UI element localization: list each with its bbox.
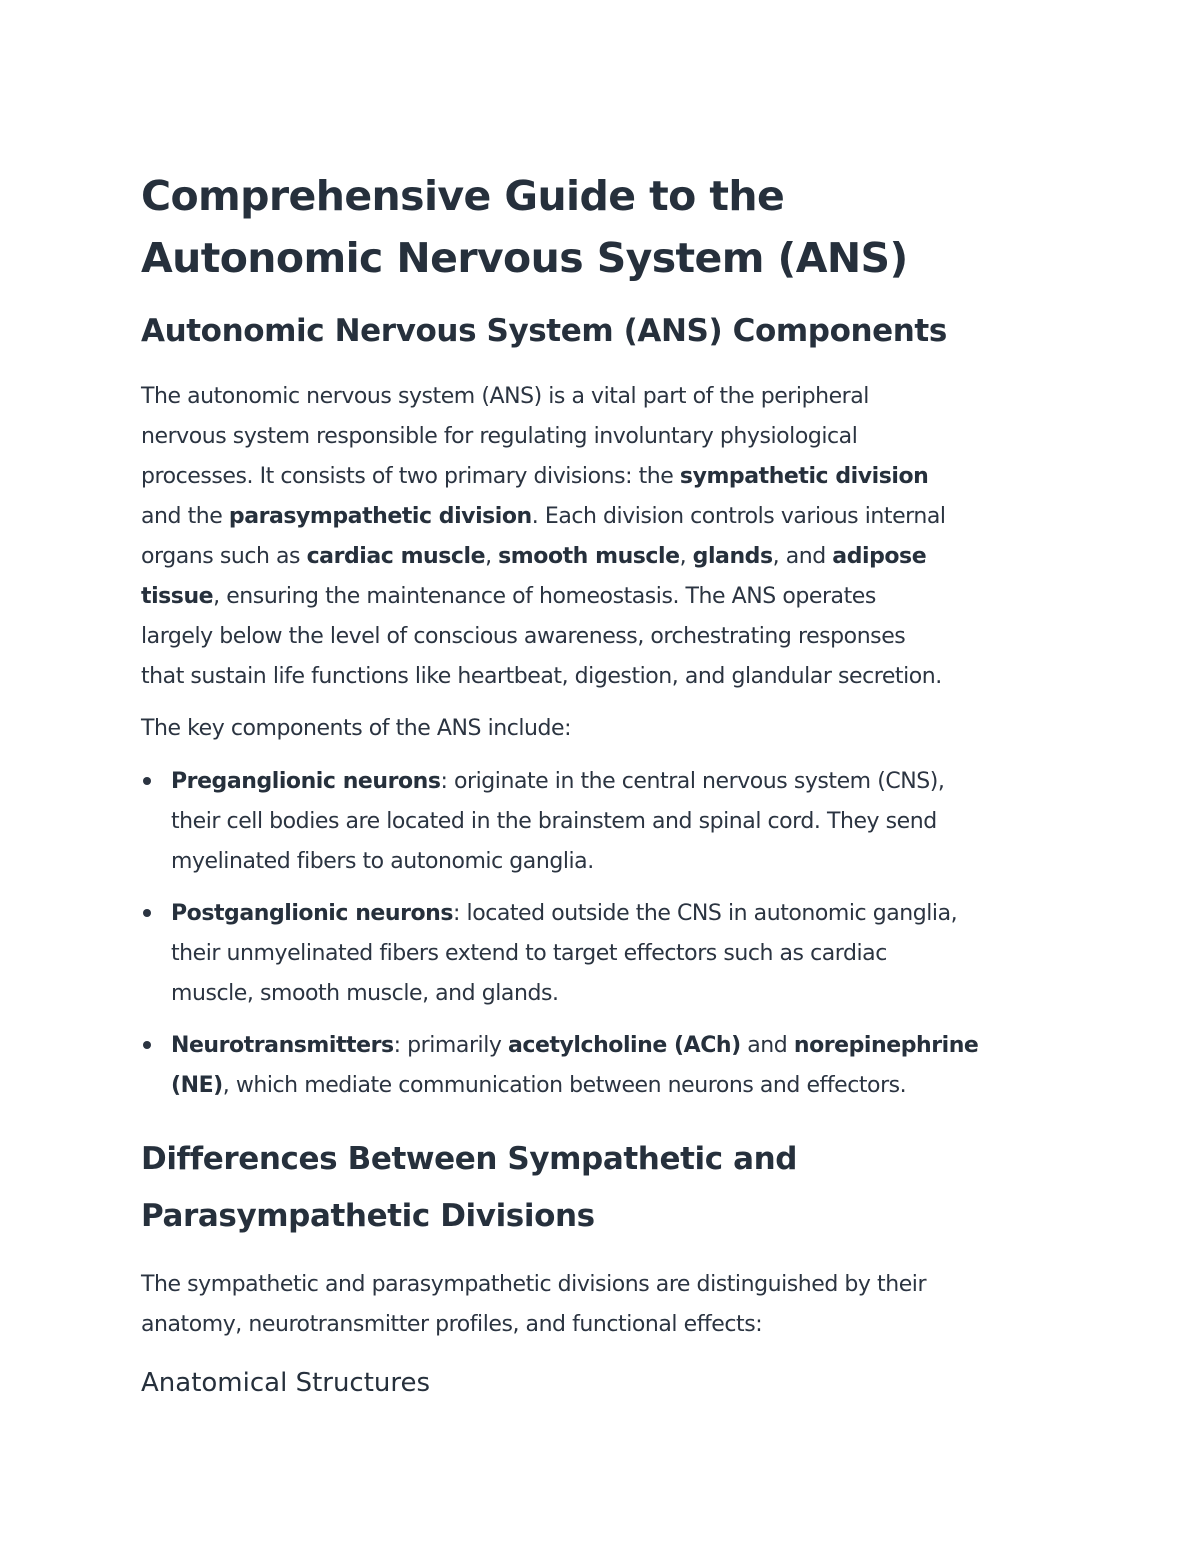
term-cardiac-muscle: cardiac muscle [306, 544, 486, 569]
list-item [141, 894, 1071, 1014]
list-item-line-1 [171, 1026, 1071, 1066]
differences-paragraph [141, 1265, 1071, 1345]
list-item [141, 1026, 1071, 1106]
intro-paragraph [141, 377, 1071, 697]
section-heading-line-2: Parasympathetic Divisions [141, 1198, 595, 1234]
text: , ensuring the maintenance of homeostasis. The ANS operates [213, 584, 876, 609]
text: : originate in the central nervous system (CNS), [440, 769, 945, 794]
term-sympathetic-division: sympathetic division [679, 464, 929, 489]
term-ne: (NE) [171, 1073, 223, 1098]
section-heading-differences [141, 1131, 1071, 1245]
text: , which mediate communication between neurons and effectors. [222, 1073, 907, 1098]
term-glands: glands [692, 544, 773, 569]
key-components-intro: The key components of the ANS include: [141, 716, 572, 741]
list-item-line-1 [171, 894, 1071, 934]
term-smooth-muscle: smooth muscle [498, 544, 680, 569]
term-tissue: tissue [141, 584, 214, 609]
bullet-icon [143, 1041, 151, 1049]
bullet-icon [143, 777, 151, 785]
list-item-line-2 [171, 1066, 1071, 1106]
intro-line-6 [141, 577, 1071, 617]
term-acetylcholine: acetylcholine (ACh) [507, 1033, 741, 1058]
section-heading-line-1: Differences Between Sympathetic and [141, 1141, 798, 1177]
text: , and [772, 544, 833, 569]
intro-line-4 [141, 497, 1071, 537]
term-preganglionic-neurons: Preganglionic neurons [171, 769, 441, 794]
bullet-icon [143, 909, 151, 917]
intro-line-8: that sustain life functions like heartbeat, digestion, and glandular secretion. [141, 664, 942, 689]
text: : located outside the CNS in autonomic ganglia, [453, 901, 958, 926]
list-item-line-3: myelinated fibers to autonomic ganglia. [171, 849, 594, 874]
text: , [679, 544, 693, 569]
term-neurotransmitters: Neurotransmitters [171, 1033, 394, 1058]
document-content [141, 165, 1071, 1403]
page-title-line-2: Autonomic Nervous System (ANS) [141, 234, 908, 282]
list-item-line-2: their unmyelinated fibers extend to target effectors such as cardiac [171, 941, 887, 966]
intro-line-7: largely below the level of conscious awareness, orchestrating responses [141, 624, 906, 649]
term-norepinephrine: norepinephrine [793, 1033, 979, 1058]
text: : primarily [393, 1033, 508, 1058]
differences-line-1: The sympathetic and parasympathetic divisions are distinguished by their [141, 1272, 927, 1297]
page-title-line-1: Comprehensive Guide to the [141, 172, 785, 220]
subheading-anatomical-structures: Anatomical Structures [141, 1368, 431, 1398]
components-list [141, 762, 1071, 1106]
term-postganglionic-neurons: Postganglionic neurons [171, 901, 454, 926]
section-heading-components: Autonomic Nervous System (ANS) Components [141, 313, 947, 349]
intro-line-2: nervous system responsible for regulating involuntary physiological [141, 424, 858, 449]
intro-line-1: The autonomic nervous system (ANS) is a vital part of the peripheral [141, 384, 869, 409]
list-item-line-1 [171, 762, 1071, 802]
text: organs such as [141, 544, 307, 569]
page-title [141, 165, 1071, 289]
text: . Each division controls various internal [531, 504, 946, 529]
text: and the [141, 504, 229, 529]
text: processes. It consists of two primary divisions: the [141, 464, 680, 489]
intro-line-3 [141, 457, 1071, 497]
text: , [485, 544, 499, 569]
differences-line-2: anatomy, neurotransmitter profiles, and functional effects: [141, 1312, 763, 1337]
list-item-line-2: their cell bodies are located in the brainstem and spinal cord. They send [171, 809, 937, 834]
text: and [740, 1033, 794, 1058]
term-adipose: adipose [832, 544, 927, 569]
intro-line-5 [141, 537, 1071, 577]
list-item-line-3: muscle, smooth muscle, and glands. [171, 981, 559, 1006]
term-parasympathetic-division: parasympathetic division [228, 504, 532, 529]
list-item [141, 762, 1071, 882]
